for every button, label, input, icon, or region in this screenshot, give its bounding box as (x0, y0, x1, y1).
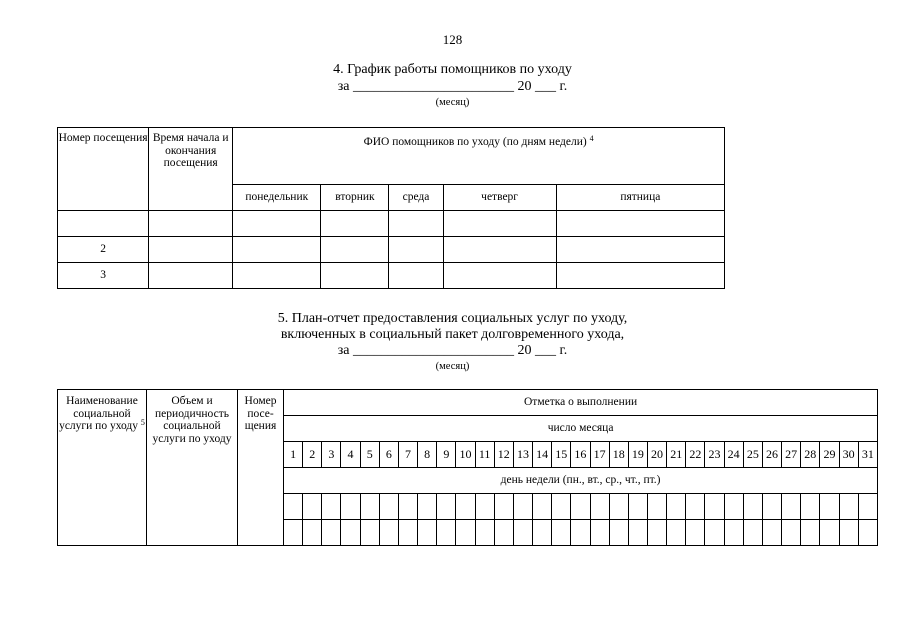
header-day-of-month: число месяца (284, 416, 878, 442)
day-number-cell: 5 (360, 442, 379, 468)
day-number-cell: 24 (724, 442, 743, 468)
empty-cell (322, 494, 341, 520)
empty-cell (724, 494, 743, 520)
empty-cell (762, 520, 781, 546)
empty-cell (322, 520, 341, 546)
day-number-cell: 12 (494, 442, 513, 468)
empty-cell (590, 494, 609, 520)
empty-cell (456, 494, 475, 520)
header-assistants-fio: ФИО помощников по уходу (по дням недели) $^4$ (233, 128, 725, 185)
day-number-cell: 16 (571, 442, 590, 468)
empty-cell (839, 520, 858, 546)
section4-period-line: за _______________________ 20 ___ г. (337, 79, 568, 94)
empty-cell (801, 494, 820, 520)
empty-cell (418, 494, 437, 520)
page-number: 128 (442, 32, 463, 47)
empty-cell (513, 520, 532, 546)
weekday-monday: понедельник (233, 185, 321, 211)
empty-cell (360, 520, 379, 546)
section4-month-note: (месяц) (435, 97, 470, 108)
empty-cell (705, 520, 724, 546)
day-number-cell: 3 (322, 442, 341, 468)
day-number-cell: 7 (398, 442, 417, 468)
empty-cell (858, 520, 877, 546)
empty-cell (667, 494, 686, 520)
header-service-name: Наименование социальной услуги по уходу $^5$ (58, 390, 147, 546)
empty-cell (456, 520, 475, 546)
empty-cell (743, 494, 762, 520)
empty-cell (782, 494, 801, 520)
weekday-wednesday: среда (389, 185, 443, 211)
empty-cell (398, 520, 417, 546)
day-number-cell: 11 (475, 442, 494, 468)
day-number-cell: 31 (858, 442, 877, 468)
day-number-cell: 23 (705, 442, 724, 468)
empty-cell (801, 520, 820, 546)
empty-cell (494, 520, 513, 546)
table-row (58, 237, 725, 263)
empty-cell (533, 494, 552, 520)
empty-cell (667, 520, 686, 546)
row-number (58, 211, 149, 237)
day-number-cell: 10 (456, 442, 475, 468)
empty-cell (284, 520, 303, 546)
day-number-cell: 9 (437, 442, 456, 468)
header-visit-number: Номер посе- щения (238, 390, 284, 546)
day-number-cell: 21 (667, 442, 686, 468)
day-number-cell: 8 (418, 442, 437, 468)
empty-cell (686, 520, 705, 546)
empty-cell (782, 520, 801, 546)
day-number-cell: 19 (628, 442, 647, 468)
empty-cell (647, 520, 666, 546)
empty-cell (475, 494, 494, 520)
empty-cell (724, 520, 743, 546)
work-schedule-table (57, 127, 725, 289)
empty-cell (494, 494, 513, 520)
day-number-cell: 4 (341, 442, 360, 468)
row-number: 2 (58, 237, 149, 263)
empty-cell (379, 494, 398, 520)
table-row (58, 263, 725, 289)
day-number-cell: 25 (743, 442, 762, 468)
empty-cell (820, 494, 839, 520)
empty-cell (609, 520, 628, 546)
row-number: 3 (58, 263, 149, 289)
header-visit-time: Время начала и окончания посещения (149, 128, 233, 211)
empty-cell (571, 494, 590, 520)
day-number-cell: 29 (820, 442, 839, 468)
section5-title-line1: 5. План-отчет предоставления социальных услуг по уходу, (277, 311, 628, 326)
empty-cell (571, 520, 590, 546)
day-number-cell: 2 (303, 442, 322, 468)
empty-cell (609, 494, 628, 520)
section5-period-line: за _______________________ 20 ___ г. (337, 343, 568, 358)
day-number-cell: 20 (647, 442, 666, 468)
empty-cell (628, 494, 647, 520)
weekday-thursday: четверг (443, 185, 556, 211)
empty-cell (513, 494, 532, 520)
day-number-cell: 27 (782, 442, 801, 468)
day-number-cell: 22 (686, 442, 705, 468)
empty-cell (552, 520, 571, 546)
empty-cell (437, 494, 456, 520)
weekday-friday: пятница (556, 185, 724, 211)
empty-cell (341, 494, 360, 520)
day-number-cell: 1 (284, 442, 303, 468)
empty-cell (341, 520, 360, 546)
footnote-4: 4 (589, 134, 594, 143)
empty-cell (418, 520, 437, 546)
header-completion-mark: Отметка о выполнении (284, 390, 878, 416)
empty-cell (762, 494, 781, 520)
section5-month-note: (месяц) (435, 361, 470, 372)
empty-cell (360, 494, 379, 520)
footnote-5: 5 (140, 418, 145, 427)
day-number-cell: 18 (609, 442, 628, 468)
table-row (58, 211, 725, 237)
day-number-cell: 15 (552, 442, 571, 468)
day-number-cell: 30 (839, 442, 858, 468)
day-number-cell: 6 (379, 442, 398, 468)
empty-cell (647, 494, 666, 520)
header-service-volume: Объем и периодичность социальной услуги по уходу (147, 390, 238, 546)
weekday-tuesday: вторник (321, 185, 389, 211)
day-number-cell: 26 (762, 442, 781, 468)
empty-cell (686, 494, 705, 520)
empty-cell (398, 494, 417, 520)
day-number-cell: 13 (513, 442, 532, 468)
empty-cell (379, 520, 398, 546)
day-number-cell: 17 (590, 442, 609, 468)
empty-cell (820, 520, 839, 546)
empty-cell (303, 494, 322, 520)
empty-cell (303, 520, 322, 546)
header-visit-number: Номер посещения (58, 128, 149, 211)
empty-cell (705, 494, 724, 520)
header-weekday-note: день недели (пн., вт., ср., чт., пт.) (284, 468, 878, 494)
service-plan-table (57, 389, 878, 546)
empty-cell (628, 520, 647, 546)
empty-cell (590, 520, 609, 546)
section4-title: 4. График работы помощников по уходу (333, 62, 572, 77)
day-number-cell: 28 (801, 442, 820, 468)
day-number-cell: 14 (533, 442, 552, 468)
empty-cell (839, 494, 858, 520)
empty-cell (533, 520, 552, 546)
empty-cell (858, 494, 877, 520)
empty-cell (475, 520, 494, 546)
section5-title-line2: включенных в социальный пакет долговременного ухода, (280, 327, 625, 342)
empty-cell (437, 520, 456, 546)
empty-cell (284, 494, 303, 520)
empty-cell (552, 494, 571, 520)
empty-cell (743, 520, 762, 546)
